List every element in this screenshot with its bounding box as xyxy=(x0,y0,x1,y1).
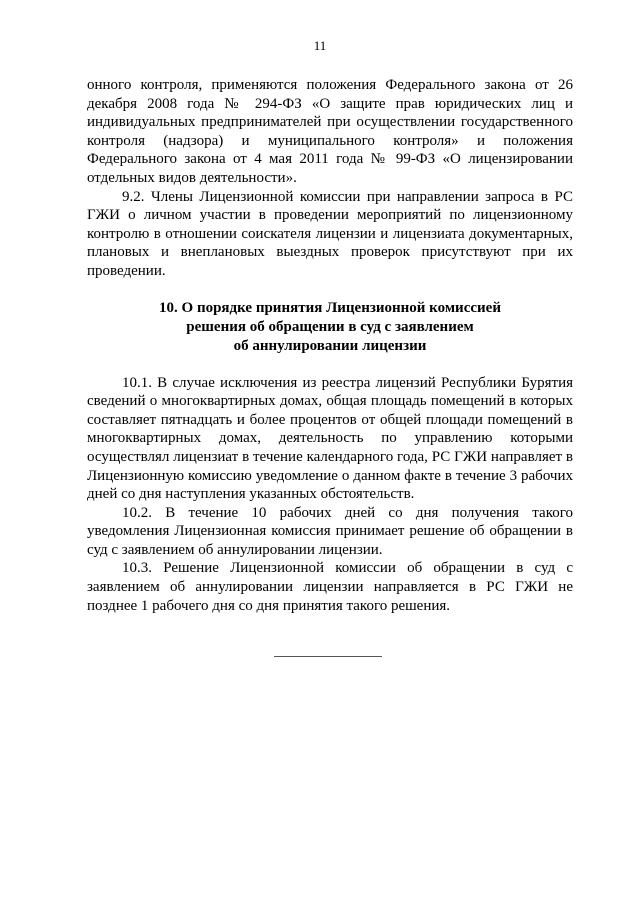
paragraph-continuation: онного контроля, применяются положения Федерального закона от 26 декабря 2008 года № 294-ФЗ «О защите прав юридических лиц и индивидуальных предпринимателей при осуществлении государственного контроля (надзора) и муниципального контроля» и положения Федерального закона от 4 мая 2011 года № 99-ФЗ «О лицензировании отдельных видов деятельности». xyxy=(87,77,573,186)
section-heading-line-1: 10. О порядке принятия Лицензионной комиссией xyxy=(159,299,501,316)
section-heading-10 xyxy=(87,299,573,356)
section-heading-line-2: решения об обращении в суд с заявлением xyxy=(186,318,474,335)
document-body xyxy=(87,76,573,615)
paragraph-10-3: 10.3. Решение Лицензионной комиссии об обращении в суд с заявлением об аннулировании лицензии направляется в РС ГЖИ не позднее 1 рабочего дня со дня принятия такого решения. xyxy=(87,560,573,614)
paragraph-9-2: 9.2. Члены Лицензионной комиссии при направлении запроса в РС ГЖИ о личном участии в проведении мероприятий по лицензионному контролю в отношении соискателя лицензии и лицензиата документарных, плановых и внеплановых выездных проверок присутствуют при их проведении. xyxy=(87,188,573,279)
page-number: 11 xyxy=(313,38,327,53)
paragraph-10-1: 10.1. В случае исключения из реестра лицензий Республики Бурятия сведений о многоквартирных домах, общая площадь помещений в которых составляет пятнадцать и более процентов от общей площади помещений в многоквартирных домах, деятельность по управлению которыми осуществлял лицензиат в течение календарного года, РС ГЖИ направляет в Лицензионную комиссию уведомление о данном факте в течение 3 рабочих дней со дня наступления указанных обстоятельств. xyxy=(87,374,573,503)
paragraph-10-2: 10.2. В течение 10 рабочих дней со дня получения такого уведомления Лицензионная комиссия принимает решение об обращении в суд с заявлением об аннулировании лицензии. xyxy=(87,504,573,558)
end-divider-line xyxy=(274,656,382,657)
section-heading-line-3: об аннулировании лицензии xyxy=(233,337,427,354)
